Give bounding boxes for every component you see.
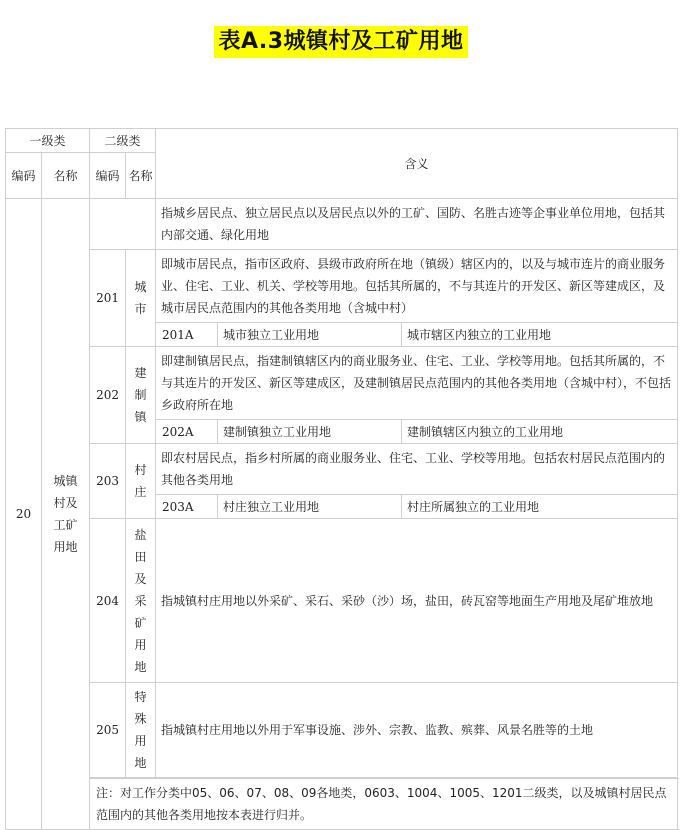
classification-table — [5, 128, 678, 830]
sub-name-204 — [126, 519, 156, 683]
header-l1-code: 编码 — [6, 153, 42, 199]
sub-name-203 — [126, 444, 156, 519]
sub-name-203-text: 村庄 — [134, 463, 147, 499]
subsub-desc-203A: 村庄所属独立的工业用地 — [402, 495, 678, 519]
sub-name-202 — [126, 347, 156, 444]
title-container — [0, 26, 682, 58]
table-row — [6, 683, 678, 778]
header-row-1 — [6, 129, 678, 153]
category-name-text: 城镇村及工矿用地 — [53, 474, 78, 554]
sub-name-201 — [126, 250, 156, 347]
subsub-code-201A: 201A — [156, 323, 218, 347]
sub-name-204-text: 盐田及采矿用地 — [134, 527, 147, 674]
subsub-code-202A: 202A — [156, 420, 218, 444]
sub-name-205-text: 特殊用地 — [134, 690, 147, 770]
table-row — [6, 250, 678, 323]
sub-description-204: 指城镇村庄用地以外采矿、采石、采砂（沙）场，盐田，砖瓦窑等地面生产用地及尾矿堆放地 — [156, 519, 678, 683]
sub-description-201: 即城市居民点，指市区政府、县级市政府所在地（镇级）辖区内的，以及与城市连片的商业服务业、住宅、工业、机关、学校等用地。包括其所属的，不与其连片的开发区、新区等建成区，及城市居民点范围内的其他各类用地（含城中村） — [156, 250, 678, 323]
sub-code-204: 204 — [90, 519, 126, 683]
category-code: 20 — [6, 199, 42, 830]
sub-code-201: 201 — [90, 250, 126, 347]
table-row — [6, 199, 678, 250]
table-row — [6, 347, 678, 420]
subsub-desc-202A: 建制镇辖区内独立的工业用地 — [402, 420, 678, 444]
subsub-label-203A: 村庄独立工业用地 — [218, 495, 402, 519]
empty-cell — [90, 199, 156, 250]
subsub-desc-201A: 城市辖区内独立的工业用地 — [402, 323, 678, 347]
sub-code-205: 205 — [90, 683, 126, 778]
table-note: 注：对工作分类中05、06、07、08、09各地类，0603、1004、1005、1201二级类，以及城镇村居民点范围内的其他各类用地按本表进行归并。 — [90, 779, 678, 830]
subsub-label-202A: 建制镇独立工业用地 — [218, 420, 402, 444]
header-l2-code: 编码 — [90, 153, 126, 199]
sub-description-202: 即建制镇居民点，指建制镇辖区内的商业服务业、住宅、工业、学校等用地。包括其所属的，不与其连片的开发区、新区等建成区，及建制镇居民点范围内的其他各类用地（含城中村），不包括乡政府所在地 — [156, 347, 678, 420]
sub-name-205 — [126, 683, 156, 778]
table-row — [6, 519, 678, 683]
sub-name-201-text: 城市 — [134, 280, 147, 316]
header-l1-name: 名称 — [42, 153, 90, 199]
table-row — [6, 444, 678, 495]
page-title: 表A.3城镇村及工矿用地 — [214, 26, 467, 58]
sub-name-202-text: 建制镇 — [134, 366, 147, 424]
sub-description-205: 指城镇村庄用地以外用于军事设施、涉外、宗教、监教、殡葬、风景名胜等的土地 — [156, 683, 678, 778]
sub-description-203: 即农村居民点，指乡村所属的商业服务业、住宅、工业、学校等用地。包括农村居民点范围内的其他各类用地 — [156, 444, 678, 495]
note-row — [6, 779, 678, 830]
sub-code-202: 202 — [90, 347, 126, 444]
sub-code-203: 203 — [90, 444, 126, 519]
header-level1: 一级类 — [6, 129, 90, 153]
subsub-label-201A: 城市独立工业用地 — [218, 323, 402, 347]
subsub-code-203A: 203A — [156, 495, 218, 519]
category-description: 指城乡居民点、独立居民点以及居民点以外的工矿、国防、名胜古迹等企事业单位用地，包括其内部交通、绿化用地 — [156, 199, 678, 250]
header-meaning: 含义 — [156, 129, 678, 199]
header-l2-name: 名称 — [126, 153, 156, 199]
category-name — [42, 199, 90, 830]
header-level2: 二级类 — [90, 129, 156, 153]
